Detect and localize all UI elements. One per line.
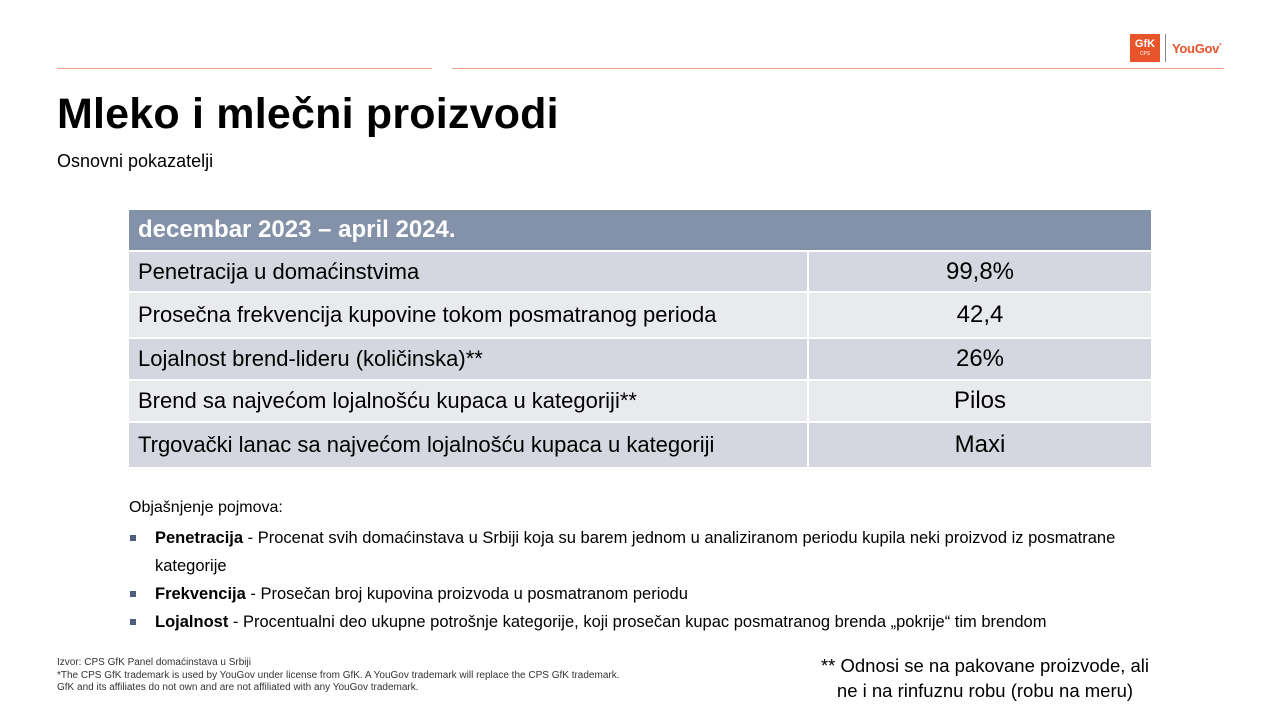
kpi-table-header: [129, 210, 1151, 251]
table-row: [129, 251, 1151, 292]
definition-text: - Procentualni deo ukupne potrošnje kategorije, koji prosečan kupac posmatranog brenda „pokrije“ tim brendom: [228, 613, 1047, 631]
row-value: 26%: [808, 338, 1151, 380]
definitions-list: [129, 524, 1169, 636]
gfk-logo: [1130, 34, 1160, 62]
row-label: Brend sa najvećom lojalnošću kupaca u kategoriji**: [129, 380, 808, 422]
row-label: Prosečna frekvencija kupovine tokom posmatranog perioda: [129, 292, 808, 338]
table-row: [129, 292, 1151, 338]
row-value: 42,4: [808, 292, 1151, 338]
row-value: Pilos: [808, 380, 1151, 422]
table-row: [129, 422, 1151, 468]
page-subtitle: Osnovni pokazatelji: [57, 151, 214, 171]
yougov-logo-mark: *: [1219, 43, 1222, 50]
definition-text: - Procenat svih domaćinstava u Srbiji koja su barem jednom u analiziranom periodu kupila neki proizvod iz posmatrane kategorije: [155, 529, 1116, 575]
square-bullet-icon: [130, 591, 136, 597]
trademark-line: *The CPS GfK trademark is used by YouGov under license from GfK. A YouGov trademark will replace the CPS GfK trademark.: [57, 669, 620, 681]
table-row: [129, 338, 1151, 380]
cps-logo-text: CPS: [1139, 51, 1151, 57]
list-item: [129, 580, 1169, 608]
table-row: [129, 380, 1151, 422]
yougov-logo: [1172, 41, 1221, 56]
gfk-logo-text: GfK: [1134, 38, 1156, 50]
period-header: decembar 2023 – april 2024.: [129, 210, 1151, 251]
definition-term: Frekvencija: [155, 585, 246, 603]
square-bullet-icon: [130, 619, 136, 625]
source-footnote: [57, 657, 620, 695]
square-bullet-icon: [130, 535, 136, 541]
definition-text: - Prosečan broj kupovina proizvoda u posmatranom periodu: [245, 585, 688, 603]
header-divider-right: [452, 68, 1224, 69]
definition-term: Lojalnost: [155, 613, 229, 631]
brand-logo: [1130, 34, 1221, 62]
row-label: Lojalnost brend-lideru (količinska)**: [129, 338, 808, 380]
row-label: Penetracija u domaćinstvima: [129, 251, 808, 292]
note-line: ne i na rinfuznu robu (robu na meru): [836, 680, 1134, 701]
page-title: Mleko i mlečni proizvodi: [57, 90, 559, 138]
row-value: 99,8%: [808, 251, 1151, 292]
note-line: ** Odnosi se na pakovane proizvode, ali: [820, 655, 1150, 676]
definition-term: Penetracija: [155, 529, 244, 547]
yougov-logo-text: YouGov: [1172, 40, 1220, 56]
row-label: Trgovački lanac sa najvećom lojalnošću kupaca u kategoriji: [129, 422, 808, 468]
logo-separator: [1165, 34, 1166, 62]
source-line: Izvor: CPS GfK Panel domaćinstava u Srbiji: [57, 657, 251, 668]
list-item: [129, 524, 1169, 580]
definitions-heading: Objašnjenje pojmova:: [129, 499, 283, 516]
asterisk-note: [780, 653, 1190, 703]
list-item: [129, 608, 1169, 636]
definitions-section: [129, 496, 1169, 636]
kpi-table: [129, 210, 1151, 469]
row-value: Maxi: [808, 422, 1151, 468]
trademark-line: GfK and its affiliates do not own and are not affiliated with any YouGov trademark.: [57, 682, 419, 693]
header-divider-left: [57, 68, 432, 69]
